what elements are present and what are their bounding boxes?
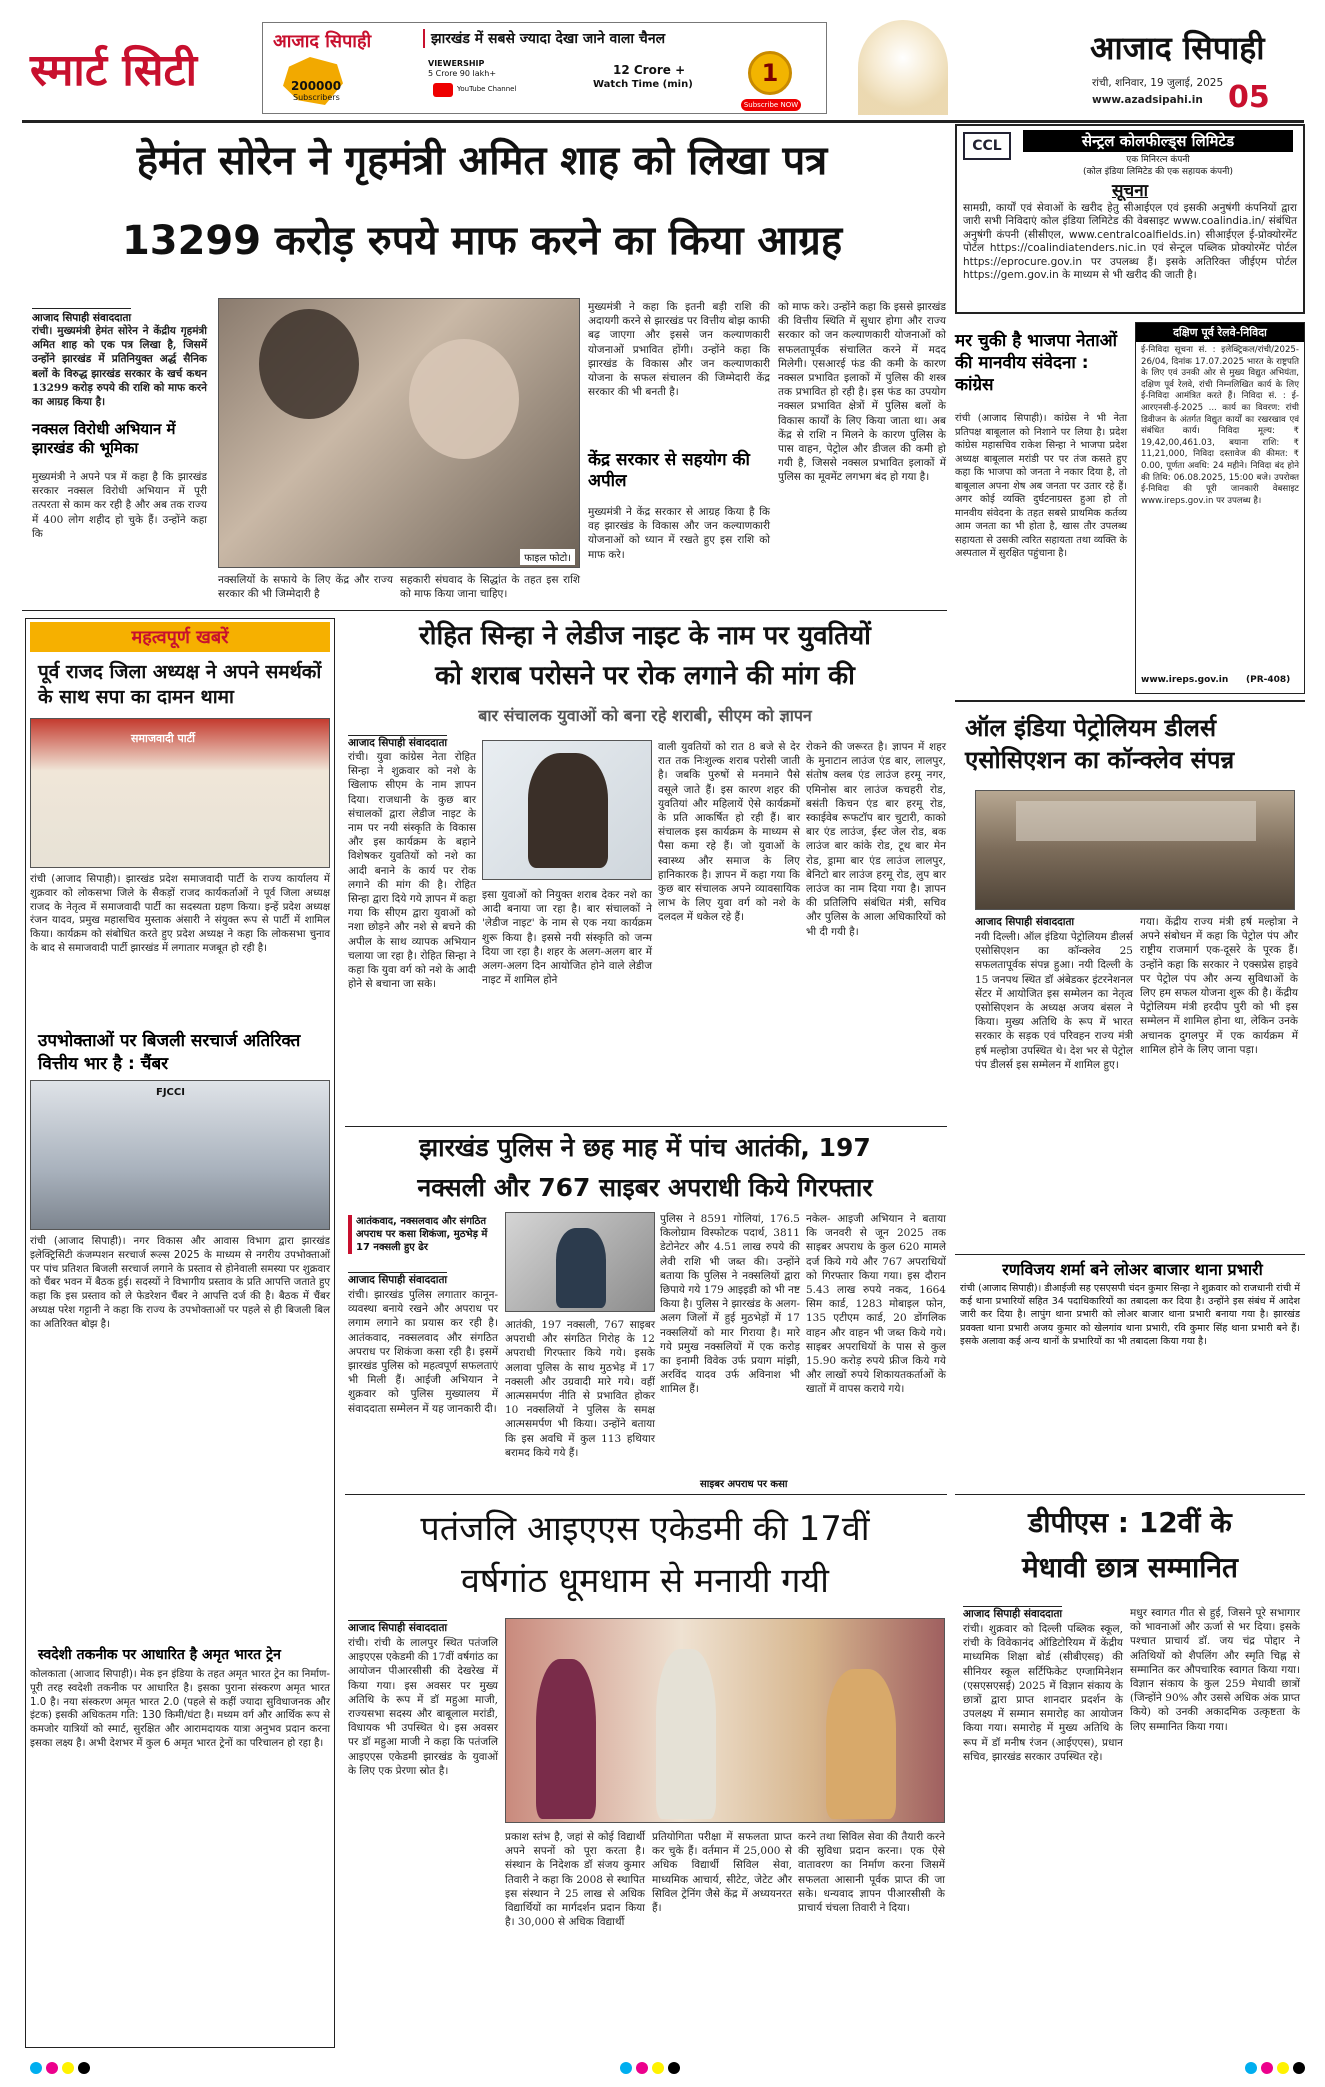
section-title: स्मार्ट सिटी bbox=[30, 45, 198, 96]
rohit-col1: रांची। युवा कांग्रेस नेता रोहित सिन्हा ने शुक्रवार को नशे के खिलाफ सीएम के नाम ज्ञापन दिया। राजधानी के कुछ बार संचालकों द्वारा लेडीज नाइट के नाम पर नयी संस्कृति के विकास और इस कार्यक्रम के बहाने विशेषकर युवतियों को नशे का आदी बनाने के कार्य पर रोक लगाने की मांग की है। रोहित सिन्हा द्वारा दिये गये ज्ञापन में कहा गया कि सीएम द्वारा युवाओं को नशा छोड़ने और नशे से बचने की अपील के साथ व्यापक अभियान चलाया जा रहा है। रोहित सिन्हा ने कहा कि युवा वर्ग को नशे के आदी होने से बचाना जा सके। bbox=[348, 751, 480, 991]
story2-headline: उपभोक्ताओं पर बिजली सरचार्ज अतिरिक्त वित्तीय भार है : चैंबर bbox=[38, 1031, 301, 1074]
patanjali-headline-2: वर्षगांठ धूमधाम से मनायी गयी bbox=[461, 1561, 829, 1601]
channel-ad bbox=[262, 22, 827, 114]
lead-col4: मुख्यमंत्री ने कहा कि इतनी बड़ी राशि की अदायगी करने से झारखंड पर वित्तीय बोझ काफी बढ़ जाएगा और इससे जन कल्याणकारी योजनाओं प्रभावित होंगी। उन्होंने कहा कि झारखंड के विकास और जन कल्याणकारी योजना के सफल संचालन की जिम्मेदारी केंद्र सरकार की भी बनती है। bbox=[588, 301, 774, 399]
rohit-photo bbox=[482, 740, 652, 880]
petroleum-headline: ऑल इंडिया पेट्रोलियम डीलर्स एसोसिएशन का कॉन्क्लेव संपन्न bbox=[965, 714, 1235, 774]
ccl-logo: CCL bbox=[963, 132, 1011, 160]
police-col2: आतंकी, 197 नक्सली, 767 साइबर अपराधी और संगठित गिरोह के 12 अपराधी गिरफ्तार किये गये। इसके अलावा पुलिस के साथ मुठभेड़ में 17 नक्सली और उग्रवादी मारे गये। वहीं आत्मसमर्पण नीति से प्रभावित होकर 10 नक्सलियों ने पुलिस के समक्ष आत्मसमर्पण भी किया। उन्होंने बताया कि इस अवधि में कुल 113 हथियार बरामद किये गये हैं। bbox=[505, 1319, 659, 1459]
story3-body: कोलकाता (आजाद सिपाही)। मेक इन इंडिया के तहत अमृत भारत ट्रेन का निर्माण-पूरी तरह स्वदेशी तकनीक पर आधारित है। इसका पुराना संस्करण अमृत भारत 1.0 है। नया संस्करण अमृत भारत 2.0 (पहले से कहीं ज्यादा सुविधाजनक और इंटक) इसकी अधिकतम गति: 130 किमी/घंटा है। मध्यम वर्ग और आर्थिक रूप से कमजोर यात्रियों को स्मार्ट, सुरक्षित और आरामदायक यात्रा अनुभव प्रदान करना इसका लक्ष्य है। अभी देशभर में कुल 6 अमृत भारत ट्रेनों का परिचालन हो रहा है। bbox=[30, 1669, 334, 1749]
ad-watch: 12 Crore + bbox=[613, 63, 686, 77]
lead-subhead-2: केंद्र सरकार से सहयोग की अपील bbox=[588, 450, 750, 491]
registration-dot-icon bbox=[1245, 2062, 1257, 2074]
ccl-company-sub: एक मिनिरत्न कंपनी bbox=[1126, 155, 1190, 165]
pen-nib-icon bbox=[858, 20, 948, 115]
patanjali-headline-1: पतंजलि आइएएस एकेडमी की 17वीं bbox=[420, 1509, 870, 1549]
ccl-notice-body: सामग्री, कार्यों एवं सेवाओं के खरीद हेतु सीआईएल एवं इसकी अनुषंगी कंपनियों द्वारा जारी सभी निविदाएं कोल इंडिया लिमिटेड की वेबसाइट www.coalindia.in/ संबंधित अनुषंगी कंपनी (सीसीएल, www.centralcoalfields.in) सीआईएल ई-प्रोक्योरमेंट पोर्टल https://coalindiatenders.nic.in एवं सेन्ट्रल पब्लिक प्रोक्योरमेंट पोर्टल https://eprocure.gov.in पर उपलब्ध हैं। इसके अतिरिक्त जीईएम पोर्टल https://gem.gov.in के माध्यम से भी खरीद की जाती है। bbox=[963, 202, 1301, 282]
police-headline-2: नक्सली और 767 साइबर अपराधी किये गिरफ्तार bbox=[417, 1173, 873, 1202]
ccl-notice bbox=[955, 124, 1305, 314]
ranvijay-headline: रणविजय शर्मा बने लोअर बाजार थाना प्रभारी bbox=[1002, 1260, 1263, 1279]
story2-body: रांची (आजाद सिपाही)। नगर विकास और आवास विभाग द्वारा झारखंड इलेक्ट्रिसिटी कंजम्पशन सरचार्ज रूल्स 2025 के माध्यम से नगरीय उपभोक्ताओं पर पांच प्रतिशत बिजली सरचार्ज लगाने के प्रस्ताव से होनेवाली समस्या पर शुक्रवार को चैंबर भवन में बैठक हुई। सदस्यों ने विभागीय प्रस्ताव के प्रति आपत्ति जताते हुए कहा कि इस प्रस्ताव को ले फेडरेशन चैंबर ने आपत्ति दर्ज की है। बैठक में चैंबर अध्यक्ष परेश गट्टानी ने कहा कि राज्य के उपभोक्ताओं पर पहले से ही बिजली बिल का अतिरिक्त बोझ है। bbox=[30, 1236, 334, 1330]
person-silhouette-icon bbox=[826, 1669, 896, 1819]
ad-brand: आजाद सिपाही bbox=[273, 31, 372, 52]
police-col3: पुलिस ने 8591 गोलियां, 176.5 किलोग्राम विस्फोटक पदार्थ, 3811 डेटोनेटर और 4.51 लाख रुपये की लेवी राशि भी जब्त की। उन्होंने बताया कि पुलिस ने नक्सलियों द्वारा छिपाये गये 179 आइइडी को भी नष्ट किया है। पुलिस ने झारखंड के अलग-अलग जिलों में हुई मुठभेड़ों में 17 नक्सलियों को मार गिराया है। मारे गये प्रमुख नक्सलियों में एक करोड़ का इनामी विवेक उर्फ प्रयाग मांझी, अरविंद यादव उर्फ अविनाश भी शामिल हैं। bbox=[660, 1213, 804, 1396]
dps-headline-2: मेधावी छात्र सम्मानित bbox=[1022, 1551, 1238, 1584]
person-silhouette-icon bbox=[656, 1649, 716, 1819]
ranvijay-body: रांची (आजाद सिपाही)। डीआईजी सह एसएसपी चंदन कुमार सिन्हा ने शुक्रवार को राजधानी रांची में कई थाना प्रभारियों सहित 34 पदाधिकारियों का तबादला कर दिया है। उन्होंने इस संबंध में आदेश जारी कर दिया है। लापुंग थाना प्रभारी को लोअर बाजार थाना प्रभारी बनाया गया है। झारखंड प्रवक्ता थाना प्रभारी अजय कुमार को खेलगांव थाना प्रभारी, रवि कुमार सिंह थाना प्रभारी बने हैं। इसके अलावा कई अन्य थानों के प्रभारियों का भी तबादला किया गया है। bbox=[960, 1283, 1304, 1347]
registration-dot-icon bbox=[652, 2062, 664, 2074]
patanjali-col3: प्रतियोगिता परीक्षा में सफलता प्राप्त कर चुके हैं। वर्तमान में 25,000 से अधिक विद्यार्थी सिविल सेवा, माध्यमिक आचार्य, सीटेट, जेटेट और सिविल ट्रेनिंग जैसे केंद्र में अध्ययनरत हैं। bbox=[652, 1831, 796, 1915]
registration-dot-icon bbox=[78, 2062, 90, 2074]
person-silhouette-icon bbox=[536, 1659, 596, 1819]
rohit-deck: बार संचालक युवाओं को बना रहे शराबी, सीएम को ज्ञापन bbox=[478, 706, 812, 725]
dps-col1: रांची। शुक्रवार को दिल्ली पब्लिक स्कूल, रांची के विवेकानंद ऑडिटोरियम में केंद्रीय माध्यमिक शिक्षा बोर्ड (सीबीएसइ) की सीनियर स्कूल सर्टिफिकेट एग्जामिनेशन (एसएसएसई) 2025 में विज्ञान संकाय के छात्रों द्वारा प्राप्त शानदार प्रदर्शन के उपलक्ष्य में सम्मान समारोह का आयोजन किया गया। समारोह में मुख्य अतिथि के रूप में डॉ मनीष रंजन (आईएएस), प्रधान सचिव, झारखंड सरकार उपस्थित रहे। bbox=[963, 1623, 1127, 1763]
banner-label: FJCCI bbox=[156, 1087, 185, 1098]
rohit-col2: इसा युवाओं को नियुक्त शराब देकर नशे का आदी बनाया जा रहा है। बार संचालकों ने 'लेडीज नाइट' के नाम से एक नया कार्यक्रम शुरू किया है। इससे नयी संस्कृति को जन्म दिया जा रहा है। शहर के अलग-अलग बार में अलग-अलग दिन आयोजित होने वाले लेडीज नाइट में शामिल होने bbox=[482, 889, 656, 987]
police-col4: नकेल- आइजी अभियान ने बताया कि जनवरी से जून 2025 तक साइबर अपराध के कुल 620 मामले दर्ज किये गये और 767 अपराधियों को गिरफ्तार किया गया। इस दौरान 5.43 लाख रुपये नकद, 1664 सिम कार्ड, 1283 मोबाइल फोन, 135 एटीएम कार्ड, 20 डोंगलिक वाहन और वाहन भी जब्त किये गये। साइबर अपराधियों के पास से कुल 15.90 करोड़ रुपये फ्रीज किये गये और लाखों रुपये शिकायतकर्ताओं के खातों में वापस कराये गये। bbox=[806, 1213, 950, 1396]
petroleum-col2: गया। केंद्रीय राज्य मंत्री हर्ष मल्होत्रा ने अपने संबोधन में कहा कि पेट्रोल पंप और राष्ट्रीय राजमार्ग एक-दूसरे के पूरक हैं। उन्होंने कहा कि सरकार ने एक्सप्रेस हाइवे पर पेट्रोल पंप और अन्य सुविधाओं के लिए हम सफल योजना शुरू की है। केंद्रीय पेट्रोलियम मंत्री हरदीप पुरी को भी इस सम्मेलन में शामिल होना था, लेकिन उनके अचानक दुगलपुर में एक कार्यक्रम में शामिल होने के लिए जाना पड़ा। bbox=[1140, 916, 1302, 1056]
story1-photo bbox=[30, 718, 330, 868]
person-silhouette-icon bbox=[556, 1228, 606, 1308]
registration-dot-icon bbox=[668, 2062, 680, 2074]
ad-subscribers-label: Subscribers bbox=[293, 93, 340, 102]
rohit-col3: वाली युवतियों को रात 8 बजे से देर रात तक निःशुल्क शराब परोसी जाती है। जबकि पुरुषों से मनमाने पैसे वसूले जाते हैं। इस कारण शहर की युवतियां और महिलायें ऐसे कार्यक्रमों के प्रति आकर्षित हो रही हैं। बार संचालक इस कार्यक्रम के माध्यम से पैसा कमा रहे हैं। जो युवाओं के स्वास्थ्य और समाज के लिए हानिकारक है। ज्ञापन में कहा गया कि कुछ बार संचालक अपने व्यावसायिक लाभ के लिए युवा वर्ग को नशे के दलदल में धकेल रहे हैं। bbox=[658, 741, 804, 924]
patanjali-col2: प्रकाश स्तंभ है, जहां से कोई विद्यार्थी अपने सपनों को पूरा करता है। संस्थान के निदेशक डॉ संजय कुमार तिवारी ने कहा कि 2008 से स्थापित इस संस्थान ने 25 लाख से अधिक विद्यार्थियों का मार्गदर्शन प्रदान किया है। 30,000 से अधिक विद्यार्थी bbox=[505, 1831, 649, 1929]
police-kicker: आतंकवाद, नक्सलवाद और संगठित अपराध पर कसा शिकंजा, मुठभेड़ में 17 नक्सली हुए ढेर bbox=[348, 1215, 498, 1254]
dps-headline-1: डीपीएस : 12वीं के bbox=[1028, 1506, 1232, 1539]
patanjali-col1: रांची। रांची के लालपुर स्थित पतंजलि आइएएस एकेडमी की 17वीं वर्षगांठ का आयोजन पीआरसीसी की देखरेख में किया गया। इस अवसर पर मुख्य अतिथि के रूप में डॉ महुआ माजी, राज्यसभा सदस्य और बाबूलाल मरांडी, विधायक भी उपस्थित थे। इस अवसर पर डॉ महुआ माजी ने कहा कि पतंजलि आइएएस एकेडमी झारखंड के युवाओं के लिए एक प्रेरणा स्रोत है। bbox=[348, 1637, 502, 1777]
registration-dot-icon bbox=[620, 2062, 632, 2074]
rank-badge-icon: 1 bbox=[748, 51, 792, 95]
ad-views-value: 5 Crore 90 lakh+ bbox=[428, 69, 497, 78]
rohit-headline-1: रोहित सिन्हा ने लेडीज नाइट के नाम पर युवतियों bbox=[419, 621, 871, 651]
lead-headline-2: 13299 करोड़ रुपये माफ करने का किया आग्रह bbox=[121, 218, 843, 264]
lead-headline-1: हेमंत सोरेन ने गृहमंत्री अमित शाह को लिखा पत्र bbox=[136, 138, 828, 184]
rohit-byline: आजाद सिपाही संवाददाता bbox=[348, 737, 448, 749]
lead-byline: आजाद सिपाही संवाददाता bbox=[32, 308, 131, 325]
dateline: रांची, शनिवार, 19 जुलाई, 2025 bbox=[1092, 77, 1224, 89]
tender-title: दक्षिण पूर्व रेलवे-निविदा bbox=[1136, 323, 1304, 342]
rohit-col4: रोकने की जरूरत है। ज्ञापन में शहर के मुनाटान लाउंज एंड बार, लालपुर, संतोष क्लब एंड लाउंज हरमू नगर, एमिनोस बार लाउंज कचहरी रोड, बसंती किचन एंड बार हरमू रोड, स्काईवेब रूफटॉप बार चुटारी, काको बार एंड लाउंज, ईस्ट जेल रोड, बक लाउंज बार कांके रोड, टूथ बार मेन रोड, ड्रामा बार एंड लाउंज लालपुर, बेनिटो बार लाउंज हरमू रोड, लुप बार लाउंज का नाम दिया गया है। ज्ञापन की प्रतिलिपि संबंधित मंत्री, सचिव और पुलिस के आला अधिकारियों को भी दी गयी है। bbox=[806, 741, 950, 938]
ccl-notice-title: सूचना bbox=[1111, 181, 1149, 201]
petroleum-photo bbox=[975, 790, 1295, 910]
story2-photo bbox=[30, 1080, 330, 1230]
registration-dot-icon bbox=[30, 2062, 42, 2074]
registration-dot-icon bbox=[1277, 2062, 1289, 2074]
person-silhouette-icon bbox=[528, 753, 608, 868]
police-col1: रांची। झारखंड पुलिस लगातार कानून-व्यवस्था बनाये रखने और अपराध पर लगाम लगाने का प्रयास कर रही है। आतंकवाद, नक्सलवाद और संगठित अपराध पर शिकंजा कसा रही है। इसमें झारखंड पुलिस को महत्वपूर्ण सफलताएं भी मिली हैं। आईजी अभियान ने शुक्रवार को पुलिस मुख्यालय में संवाददाता सम्मेलन में यह जानकारी दी। bbox=[348, 1289, 502, 1415]
ccl-company-sub2: (कोल इंडिया लिमिटेड की एक सहायक कंपनी) bbox=[1083, 167, 1233, 177]
ad-youtube: YouTube Channel bbox=[457, 85, 517, 93]
police-photo bbox=[505, 1212, 655, 1312]
rohit-headline-2: को शराब परोसने पर रोक लगाने की मांग की bbox=[435, 661, 855, 691]
paper-name: आजाद सिपाही bbox=[1090, 29, 1265, 67]
congress-body: रांची (आजाद सिपाही)। कांग्रेस ने भी नेता प्रतिपक्ष बाबूलाल को निशाने पर लिया है। प्रदेश कांग्रेस महासचिव राकेश सिन्हा ने भाजपा प्रदेश अध्यक्ष बाबूलाल मरांडी पर पर तंज कसते हुए कहा कि भाजपा को जनता ने नकार दिया है, तो बाबूलाल अपना शेष अब जनता पर उतार रहे हैं। अगर कोई व्यक्ति दुर्घटनाग्रस्त हुआ हो तो मानवीय संवेदना के तहत सबसे प्राथमिक कर्तव्य आम जनता का भी होता है, खास तौर उपलब्ध सहायता से उसकी त्वरित सहायता तथा व्यक्ति के अस्पताल में सुरक्षित पहुंचाना है। bbox=[955, 413, 1131, 559]
registration-dot-icon bbox=[46, 2062, 58, 2074]
subscribe-button[interactable]: Subscribe NOW bbox=[741, 99, 801, 111]
story3-headline: स्वदेशी तकनीक पर आधारित है अमृत भारत ट्रेन bbox=[38, 1647, 281, 1663]
ad-subscribers: 200000 bbox=[291, 79, 342, 93]
petroleum-byline: आजाद सिपाही संवाददाता bbox=[975, 916, 1075, 928]
police-byline: आजाद सिपाही संवाददाता bbox=[348, 1274, 448, 1286]
congress-headline: मर चुकी है भाजपा नेताओं की मानवीय संवेदना : कांग्रेस bbox=[955, 331, 1118, 395]
story1-body: रांची (आजाद सिपाही)। झारखंड प्रदेश समाजवादी पार्टी के राज्य कार्यालय में शुक्रवार को लोकसभा जिले के सैकड़ों राजद कार्यकर्ताओं ने पूर्व जिला अध्यक्ष राजद के नेतृत्व में समाजवादी पार्टी का सदस्यता ग्रहण किया। इन्हें प्रदेश अध्यक्ष रंजन यादव, प्रमुख महासचिव मुस्ताक अंसारी ने संयुक्त रूप से पार्टी में शामिल किया। कार्यक्रम को संबोधित करते हुए प्रदेश अध्यक्ष ने कहा कि लोकसभा चुनाव के बाद से समाजवादी पार्टी झारखंड में लगातार मजबूत हो रही है। bbox=[30, 874, 334, 954]
railway-tender bbox=[1135, 322, 1305, 694]
sidebar-title: महत्वपूर्ण खबरें bbox=[30, 622, 330, 652]
patanjali-col4: करने तथा सिविल सेवा की तैयारी करने की सुविधा प्रदान करना। एक ऐसे वातावरण का निर्माण करना जिसमें सफलता आसानी पूर्वक प्राप्त की जा सके। धन्यवाद ज्ञापन पीआरसीसी के प्राचार्य चंचला तिवारी ने दिया। bbox=[798, 1831, 949, 1915]
website: www.azadsipahi.in bbox=[1092, 94, 1203, 106]
lead-col1b: मुख्यमंत्री ने अपने पत्र में कहा है कि झारखंड सरकार नक्सल विरोधी अभियान में पूरी तत्परता से काम कर रही है और अब तक राज्य में 400 लोग शहीद हो चुके हैं। उन्होंने कहा कि bbox=[32, 471, 211, 540]
petroleum-col1: नयी दिल्ली। ऑल इंडिया पेट्रोलियम डीलर्स एसोसिएशन का कॉन्क्लेव 25 सफलतापूर्वक संपन्न हुआ। नयी दिल्ली के 15 जनपथ स्थित डॉ अंबेडकर इंटरनेशनल सेंटर में आयोजित इस सम्मेलन का नेतृत्व एसोसिएशन के अध्यक्ष अजय बंसल ने किया। मुख्य अतिथि के रूप में भारत सरकार के सड़क एवं परिवहन राज्य मंत्री हर्ष मल्होत्रा उपस्थित थे। देश भर से पेट्रोल पंप डीलर्स इस सम्मेलन में शामिल हुए। bbox=[975, 931, 1137, 1071]
lead-col5: को माफ करे। उन्होंने कहा कि इससे झारखंड की वित्तीय स्थिति में सुधार होगा और राज्य सरकार को जन कल्याणकारी योजनाओं को सफलतापूर्वक संचालित करने में मदद मिलेगी। एसआरई फंड की कमी के कारण नक्सल प्रभावित इलाकों में पुलिस की शस्त्र तक प्रभावित हो रही है। इस फंड का उपयोग नक्सल प्रभावित क्षेत्रों में पुलिस बलों के विकास कार्यों के लिए किया जाता था। अब केंद्र से राशि न मिलने के कारण पुलिस के पास वाहन, पेट्रोल और डीजल की कमी हो गयी है, जिससे नक्सल प्रभावित इलाकों में पुलिस का मूवमेंट लगभग बंद हो गया है। bbox=[778, 301, 950, 484]
page-number: 05 bbox=[1228, 80, 1270, 115]
registration-dot-icon bbox=[636, 2062, 648, 2074]
stage-banner bbox=[1016, 801, 1256, 841]
story1-headline: पूर्व राजद जिला अध्यक्ष ने अपने समर्थकों के साथ सपा का दामन थामा bbox=[38, 661, 322, 708]
banner-label: समाजवादी पार्टी bbox=[131, 732, 195, 745]
registration-dot-icon bbox=[1293, 2062, 1305, 2074]
registration-dot-icon bbox=[1261, 2062, 1273, 2074]
lead-intro: रांची। मुख्यमंत्री हेमंत सोरेन ने केंद्रीय गृहमंत्री अमित शाह को एक पत्र लिखा है, जिसमें उन्होंने झारखंड में प्रतिनियुक्त अर्द्ध सैनिक बलों के विरुद्ध झारखंड सरकार के खर्च कथन 13299 करोड़ रुपये की राशि को माफ करने का आग्रह किया है। bbox=[32, 325, 211, 409]
police-headline-1: झारखंड पुलिस ने छह माह में पांच आतंकी, 197 bbox=[419, 1133, 871, 1162]
ad-views: VIEWERSHIP bbox=[428, 59, 485, 68]
person-silhouette-icon bbox=[409, 339, 519, 459]
youtube-icon bbox=[433, 83, 453, 97]
lead-col4b: मुख्यमंत्री ने केंद्र सरकार से आग्रह किया है कि वह झारखंड के विकास और जन कल्याणकारी योजनाओं को ध्यान में रखते हुए इस राशि को माफ करे। bbox=[588, 506, 774, 561]
lead-subhead-1: नक्सल विरोधी अभियान में झारखंड की भूमिका bbox=[32, 420, 176, 457]
ccl-company: सेन्ट्रल कोलफील्ड्स लिमिटेड bbox=[1023, 130, 1293, 152]
person-silhouette-icon bbox=[259, 309, 359, 419]
tender-code: (PR-408) bbox=[1246, 675, 1291, 685]
lead-photo bbox=[218, 298, 580, 568]
patanjali-photo bbox=[505, 1618, 945, 1823]
patanjali-byline: आजाद सिपाही संवाददाता bbox=[348, 1622, 448, 1634]
ad-tagline: झारखंड में सबसे ज्यादा देखा जाने वाला चैनल bbox=[423, 29, 818, 48]
police-caption: साइबर अपराध पर कसा bbox=[700, 1479, 788, 1490]
ad-watch-label: Watch Time (min) bbox=[593, 79, 693, 90]
dps-col2: मधुर स्वागत गीत से हुई, जिसने पूरे सभागार को भावनाओं और ऊर्जा से भर दिया। इसके पश्चात प्राचार्य डॉ. जय चंद्र पोद्दार ने अतिथियों को शैपलिंग और स्मृति चिह्न से सम्मानित कर औपचारिक स्वागत किया गया। विज्ञान संकाय के कुल 259 मेधावी छात्रों (जिन्होंने 90% और उससे अधिक अंक प्राप्त किये) को उनकी अकादमिक उत्कृष्टता के लिए सम्मानित किया गया। bbox=[1130, 1607, 1304, 1733]
registration-dot-icon bbox=[62, 2062, 74, 2074]
lead-col2: नक्सलियों के सफाये के लिए केंद्र और राज्य सरकार की भी जिम्मेदारी है bbox=[218, 574, 397, 601]
tender-body: ई-निविदा सूचना सं. : इलेक्ट्रिकल/रांची/2025-26/04, दिनांक 17.07.2025 भारत के राष्ट्रपति के लिए एवं उनकी ओर से मुख्य विद्युत अभियंता, दक्षिण पूर्व रेलवे, रांची निम्नलिखित कार्य के लिए ई-निविदा आमंत्रित करते हैं। निविदा सं. : ई-आरएनसी-ई-2025 ... कार्य का विवरण: रांची डिवीजन के अंतर्गत विद्युत कार्यों का रखरखाव एवं संबंधित कार्य। निविदा मूल्य: ₹ 19,42,00,461.03, बयाना राशि: ₹ 11,21,000, निविदा दस्तावेज की कीमत: ₹ 0.00, पूर्णता अवधि: 24 महीने। निविदा बंद होने की तिथि: 06.08.2025, 15:00 बजे। उपरोक्त ई-निविदा की पूरी जानकारी वेबसाइट www.ireps.gov.in पर उपलब्ध है। bbox=[1141, 345, 1302, 506]
photo-caption: फाइल फोटो। bbox=[520, 549, 575, 565]
tender-site: www.ireps.gov.in bbox=[1141, 675, 1229, 685]
dps-byline: आजाद सिपाही संवाददाता bbox=[963, 1608, 1063, 1620]
lead-col3: सहकारी संघवाद के सिद्धांत के तहत इस राशि को माफ किया जाना चाहिए। bbox=[400, 574, 584, 601]
